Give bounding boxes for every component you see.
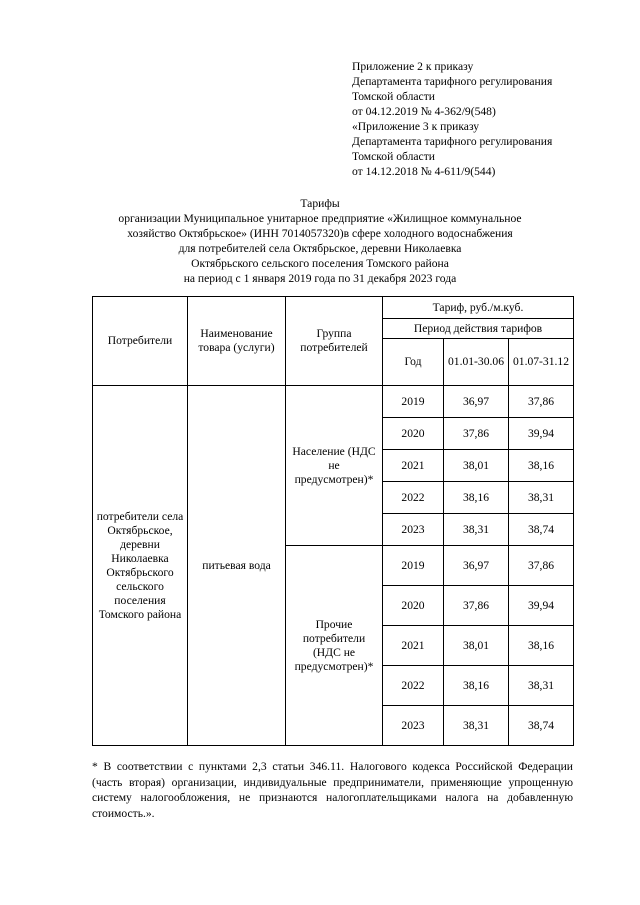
group-cell: Прочие потребители (НДС не предусмотрен)* (286, 546, 383, 746)
header-consumers: Потребители (93, 297, 188, 386)
year-cell: 2019 (383, 386, 444, 418)
value-cell: 38,16 (444, 482, 509, 514)
value-cell: 39,94 (509, 418, 574, 450)
year-cell: 2020 (383, 418, 444, 450)
appendix-line: от 14.12.2018 № 4-611/9(544) (352, 165, 496, 178)
value-cell: 37,86 (444, 418, 509, 450)
appendix-line: Томской области (352, 90, 435, 103)
header-year: Год (383, 339, 444, 386)
value-cell: 38,16 (509, 450, 574, 482)
value-cell: 36,97 (444, 386, 509, 418)
value-cell: 39,94 (509, 586, 574, 626)
year-cell: 2022 (383, 482, 444, 514)
title-line: Октябрьского сельского поселения Томского района (191, 257, 449, 270)
title-line: Тарифы (300, 197, 340, 210)
title-line: для потребителей села Октябрьское, деревни Николаевка (178, 242, 462, 255)
header-half2: 01.07-31.12 (509, 339, 574, 386)
year-cell: 2019 (383, 546, 444, 586)
table-row (93, 386, 574, 418)
value-cell: 38,31 (509, 482, 574, 514)
appendix-line: от 04.12.2019 № 4-362/9(548) (352, 105, 496, 118)
header-group: Группа потребителей (286, 297, 383, 386)
year-cell: 2021 (383, 626, 444, 666)
value-cell: 38,16 (509, 626, 574, 666)
appendix-line: Приложение 2 к приказу (352, 60, 474, 73)
appendix-line: «Приложение 3 к приказу (352, 120, 480, 133)
value-cell: 37,86 (444, 586, 509, 626)
value-cell: 38,01 (444, 450, 509, 482)
value-cell: 38,16 (444, 666, 509, 706)
header-tariff: Тариф, руб./м.куб. (383, 297, 574, 319)
title-line: организации Муниципальное унитарное предприятие «Жилищное коммунальное (118, 212, 522, 225)
year-cell: 2023 (383, 706, 444, 746)
title-line: на период с 1 января 2019 года по 31 декабря 2023 года (183, 272, 457, 285)
appendix-line: Томской области (352, 150, 435, 163)
document-title (80, 196, 560, 286)
value-cell: 38,31 (444, 706, 509, 746)
header-period: Период действия тарифов (383, 319, 574, 339)
tariff-table (92, 296, 574, 746)
year-cell: 2020 (383, 586, 444, 626)
value-cell: 38,31 (509, 666, 574, 706)
value-cell: 38,01 (444, 626, 509, 666)
value-cell: 37,86 (509, 546, 574, 586)
year-cell: 2023 (383, 514, 444, 546)
appendix-line: Департамента тарифного регулирования (352, 75, 553, 88)
value-cell: 38,74 (509, 514, 574, 546)
value-cell: 36,97 (444, 546, 509, 586)
footnote: * В соответствии с пунктами 2,3 статьи 346.11. Налогового кодекса Российской Федерации (часть вторая) организации, индивидуальные предприниматели, применяющие упрощенную систему налогообложения, не признаются налогоплательщиками налога на добавленную стоимость.». (92, 760, 573, 820)
consumers-cell: потребители села Октябрьское, деревни Николаевка Октябрьского сельского поселения Томского района (93, 386, 188, 746)
value-cell: 38,31 (444, 514, 509, 546)
year-cell: 2022 (383, 666, 444, 706)
product-cell: питьевая вода (188, 386, 286, 746)
appendix-reference (352, 59, 552, 179)
year-cell: 2021 (383, 450, 444, 482)
title-line: хозяйство Октябрьское» (ИНН 7014057320)в сфере холодного водоснабжения (127, 227, 513, 240)
header-product: Наименование товара (услуги) (188, 297, 286, 386)
appendix-line: Департамента тарифного регулирования (352, 135, 553, 148)
value-cell: 38,74 (509, 706, 574, 746)
header-half1: 01.01-30.06 (444, 339, 509, 386)
value-cell: 37,86 (509, 386, 574, 418)
group-cell: Население (НДС не предусмотрен)* (286, 386, 383, 546)
